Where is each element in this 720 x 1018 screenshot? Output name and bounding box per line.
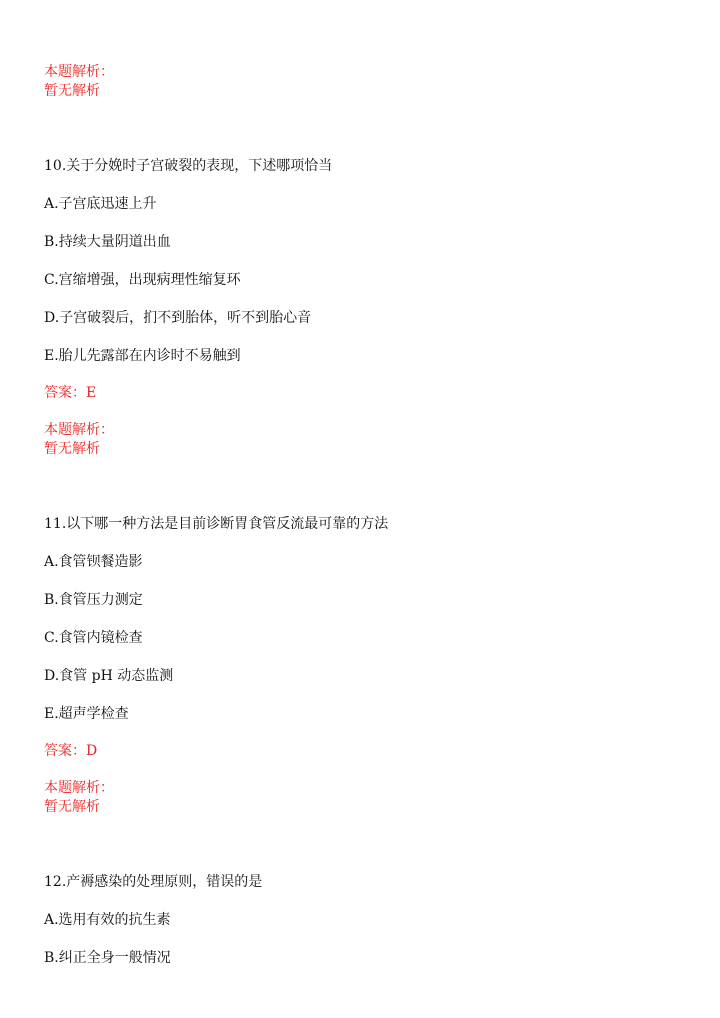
- option-e: E.超声学检查: [44, 706, 129, 722]
- analysis-label: 本题解析：: [44, 422, 114, 438]
- answer: 答案：E: [44, 385, 97, 401]
- answer: 答案：D: [44, 743, 98, 759]
- option-a: A.食管钡餐造影: [44, 554, 143, 570]
- option-e: E.胎儿先露部在内诊时不易触到: [44, 348, 241, 364]
- option-b: B.持续大量阴道出血: [44, 234, 171, 250]
- analysis-label: 本题解析：: [44, 780, 114, 796]
- option-d: D.子宫破裂后，扪不到胎体，听不到胎心音: [44, 310, 312, 326]
- analysis-text: 暂无解析: [44, 441, 100, 457]
- option-b: B.纠正全身一般情况: [44, 950, 171, 966]
- option-c: C.食管内镜检查: [44, 630, 143, 646]
- option-a: A.选用有效的抗生素: [44, 912, 171, 928]
- option-b: B.食管压力测定: [44, 592, 143, 608]
- option-c: C.宫缩增强，出现病理性缩复环: [44, 272, 241, 288]
- question-stem: 10.关于分娩时子宫破裂的表现，下述哪项恰当: [44, 158, 333, 174]
- option-d: D.食管 pH 动态监测: [44, 668, 174, 684]
- analysis-text: 暂无解析: [44, 83, 100, 99]
- question-stem: 11.以下哪一种方法是目前诊断胃食管反流最可靠的方法: [44, 516, 389, 532]
- analysis-label: 本题解析：: [44, 64, 114, 80]
- analysis-text: 暂无解析: [44, 799, 100, 815]
- question-stem: 12.产褥感染的处理原则，错误的是: [44, 874, 263, 890]
- option-a: A.子宫底迅速上升: [44, 196, 157, 212]
